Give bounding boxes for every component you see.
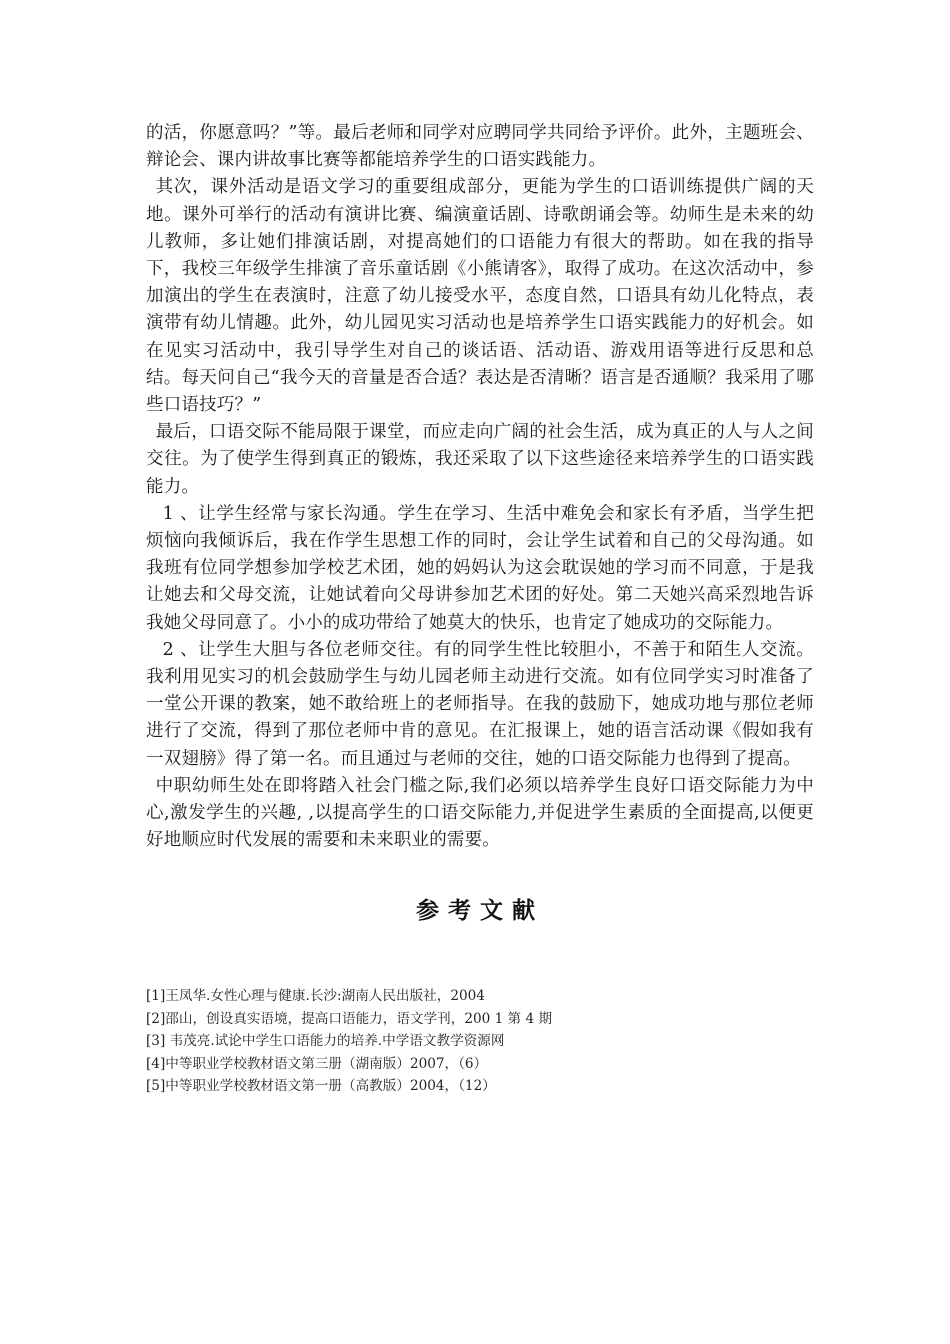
paragraph-social-life: 最后，口语交际不能局限于课堂，而应走向广阔的社会生活，成为真正的人与人之间交往。为了使学生得到真正的锻炼，我还采取了以下这些途径来培养学生的口语实践能力。 xyxy=(146,422,814,497)
references-list xyxy=(146,985,814,1098)
references-title: 参考文献 xyxy=(416,898,544,925)
reference-item: [4]中等职业学校教材语文第三册（湖南版）2007，（6） xyxy=(146,1055,488,1072)
reference-item: [5]中等职业学校教材语文第一册（高教版）2004，（12） xyxy=(146,1078,496,1095)
paragraph-item-parents: 1 、让学生经常与家长沟通。学生在学习、生活中难免会和家长有矛盾，当学生把烦恼向我倾诉后，我在作学生思想工作的同时，会让学生试着和自己的父母沟通。如我班有位同学想参加学校艺术团，她的妈妈认为这会耽误她的学习而不同意，于是我让她去和父母交流，让她试着向父母讲参加艺术团的好处。第二天她兴高采烈地告诉我她父母同意了。小小的成功带给了她莫大的快乐，也肯定了她成功的交际能力。 xyxy=(146,503,814,633)
body-text xyxy=(146,120,814,854)
reference-item: [3] 韦茂亮.试论中学生口语能力的培养.中学语文教学资源网 xyxy=(146,1033,505,1050)
paragraph-extracurricular: 其次，课外活动是语文学习的重要组成部分，更能为学生的口语训练提供广阔的天地。课外可举行的活动有演讲比赛、编演童话剧、诗歌朗诵会等。幼师生是未来的幼儿教师，多让她们排演话剧，对提高她们的口语能力有很大的帮助。如在我的指导下，我校三年级学生排演了音乐童话剧《小熊请客》，取得了成功。在这次活动中，参加演出的学生在表演时，注意了幼儿接受水平，态度自然，口语具有幼儿化特点，表演带有幼儿情趣。此外，幼儿园见实习活动也是培养学生口语实践能力的好机会。如在见实习活动中，我引导学生对自己的谈话语、活动语、游戏用语等进行反思和总结。每天问自己“我今天的音量是否合适？表达是否清晰？语言是否通顺？我采用了哪些口语技巧？” xyxy=(146,177,814,416)
document-page xyxy=(146,120,814,1098)
reference-item: [1]王凤华.女性心理与健康.长沙:湖南人民出版社，2004 xyxy=(146,988,485,1005)
reference-item: [2]邵山，创设真实语境，提高口语能力，语文学刊，200 1 第 4 期 xyxy=(146,1010,553,1027)
paragraph-conclusion: 中职幼师生处在即将踏入社会门槛之际,我们必须以培养学生良好口语交际能力为中心,激发学生的兴趣, ,以提高学生的口语交际能力,并促进学生素质的全面提高,以便更好地顺应时代发展的需要和未来职业的需要。 xyxy=(146,775,814,851)
paragraph-item-teachers: 2 、让学生大胆与各位老师交往。有的同学生性比较胆小，不善于和陌生人交流。我利用见实习的机会鼓励学生与幼儿园老师主动进行交流。如有位同学实习时准备了一堂公开课的教案，她不敢给班上的老师指导。在我的鼓励下，她成功地与那位老师进行了交流，得到了那位老师中肯的意见。在汇报课上，她的语言活动课《假如我有一双翅膀》得了第一名。而且通过与老师的交往，她的口语交际能力也得到了提高。 xyxy=(146,639,814,769)
paragraph-continuation: 的活，你愿意吗？”等。最后老师和同学对应聘同学共同给予评价。此外，主题班会、辩论会、课内讲故事比赛等都能培养学生的口语实践能力。 xyxy=(146,123,814,171)
